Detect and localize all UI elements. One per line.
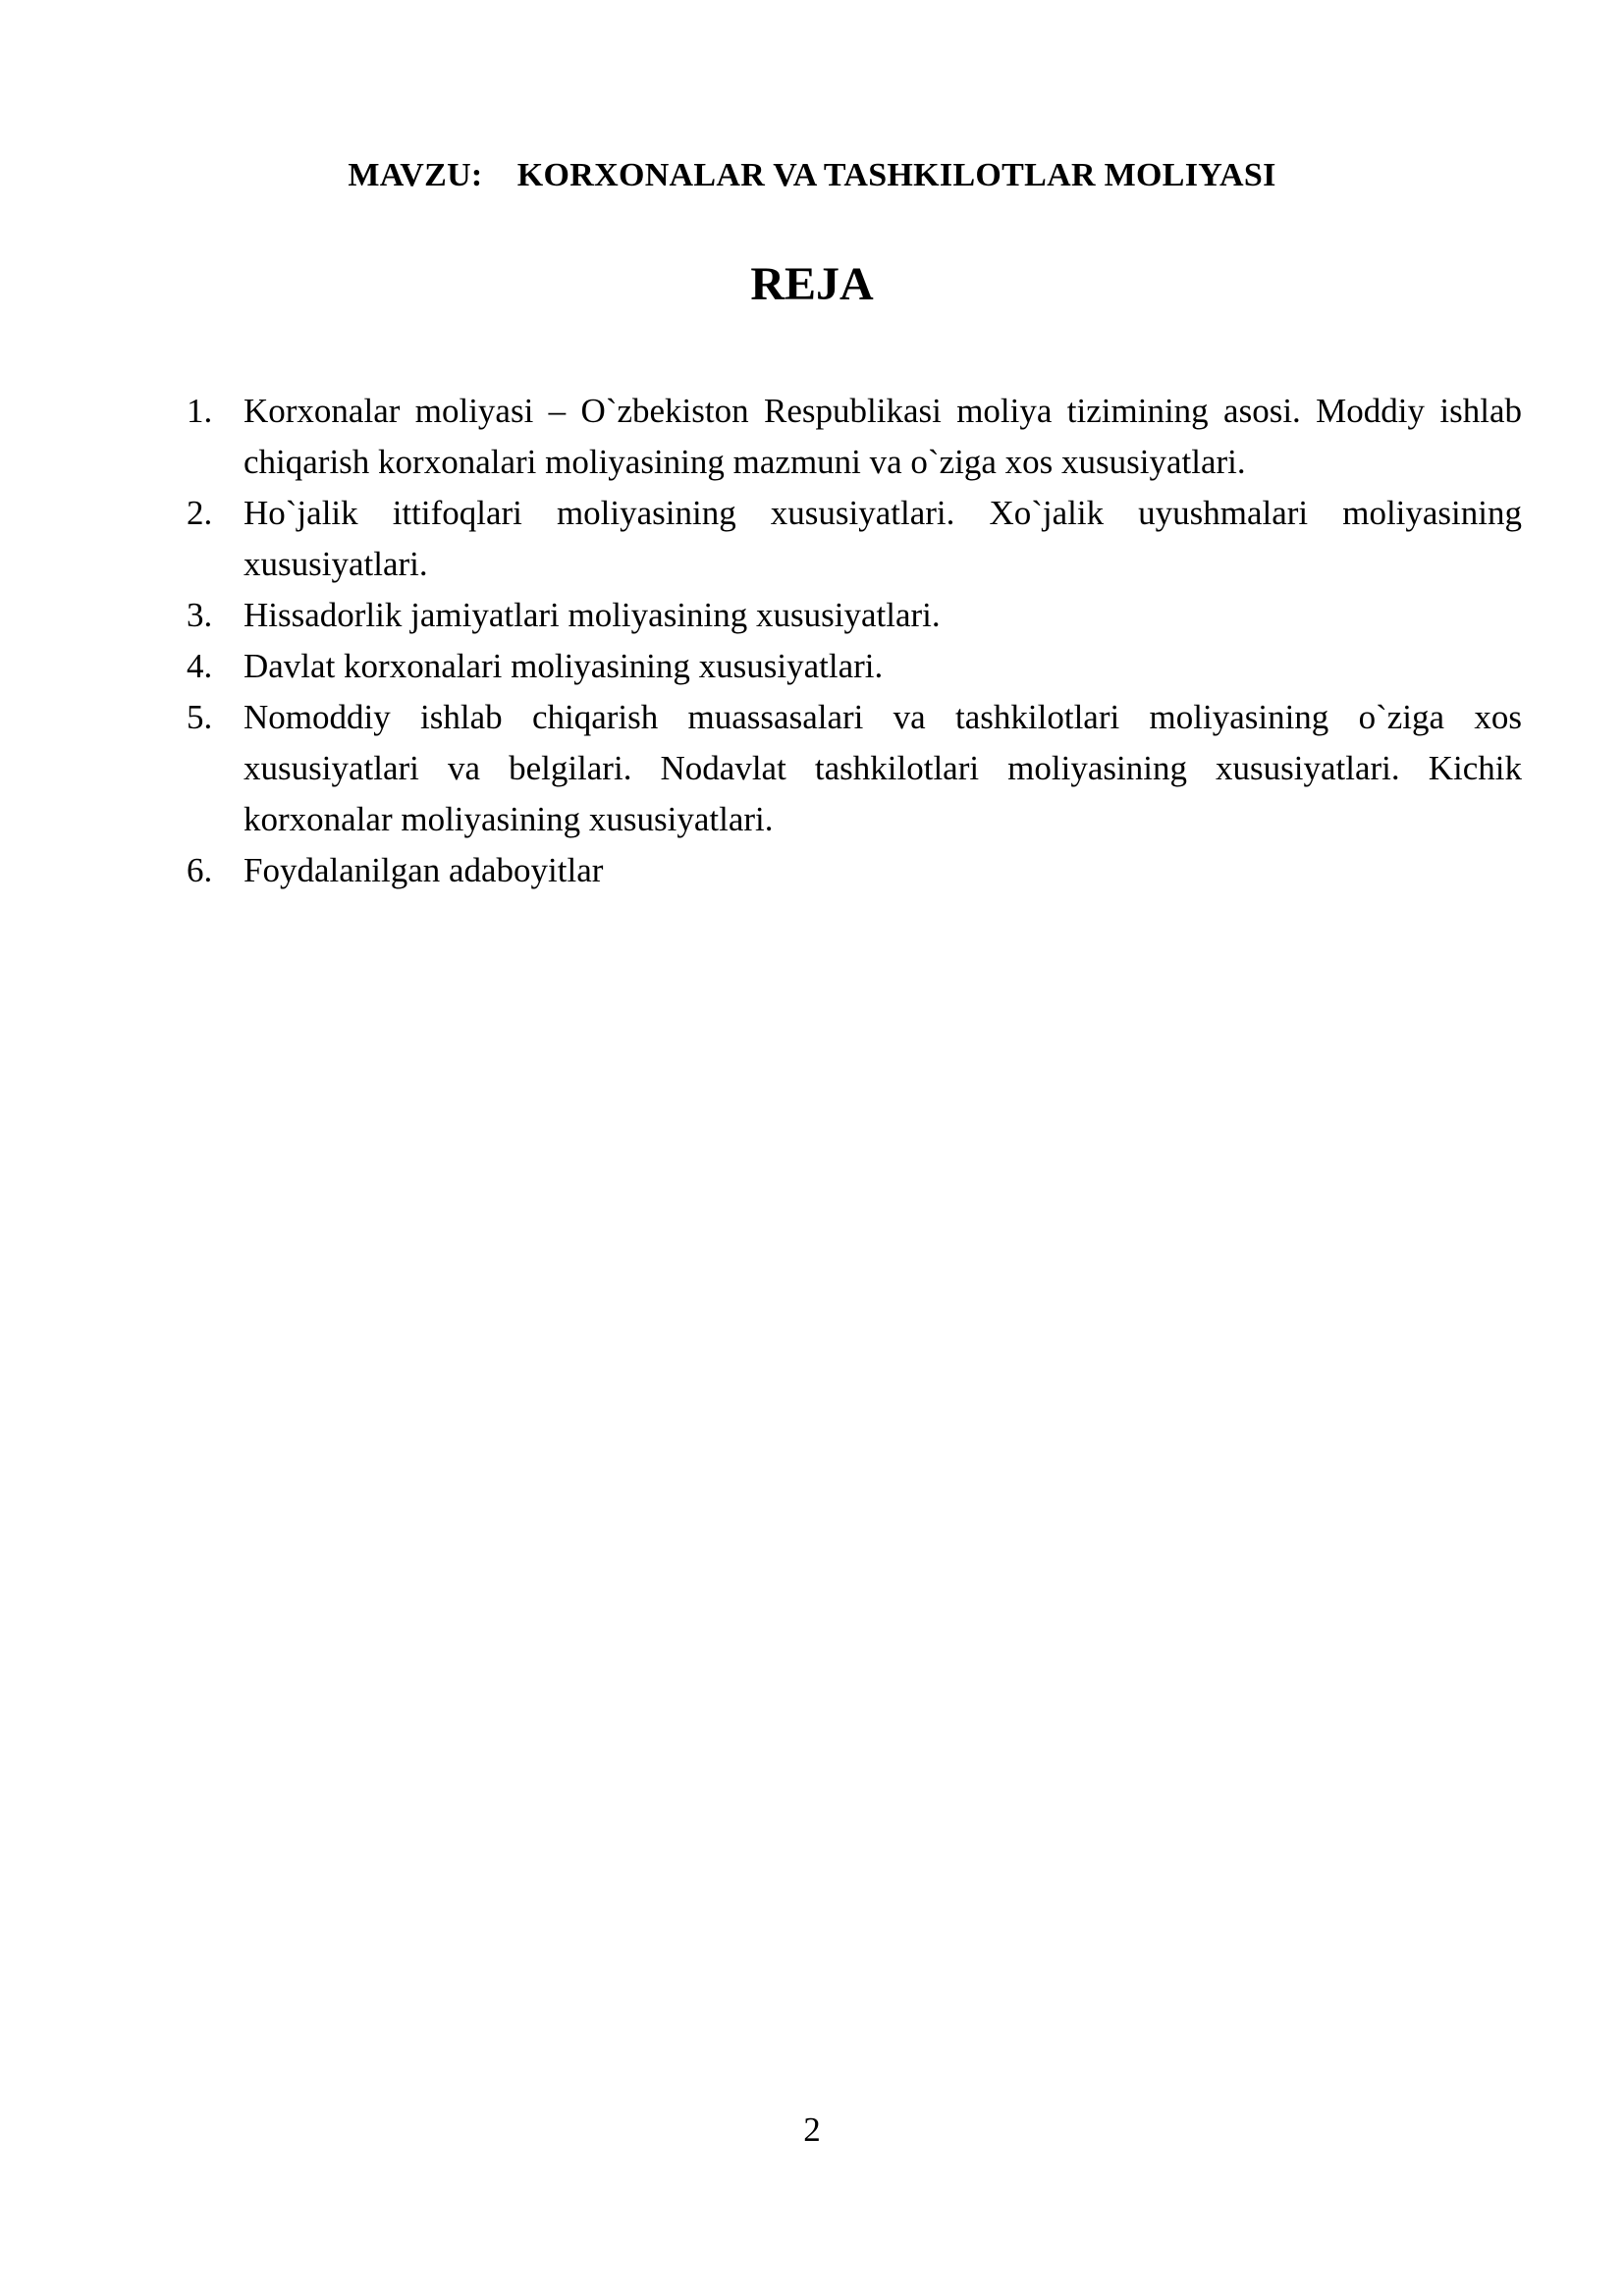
plan-item-number: 5. [187,698,213,736]
plan-title: REJA [750,258,874,310]
plan-item-text: Foydalanilgan adaboyitlar [244,851,604,889]
plan-item-number: 2. [187,494,213,532]
plan-item-3 [187,590,1522,641]
plan-item-6 [187,845,1522,896]
plan-item-4 [187,641,1522,692]
plan-item-number: 4. [187,647,213,685]
plan-item-number: 3. [187,596,213,634]
plan-list [187,386,1522,896]
plan-item-text: Davlat korxonalari moliyasining xususiyatlari. [244,647,884,685]
plan-item-text: Korxonalar moliyasi – O`zbekiston Respublikasi moliya tizimining asosi. Moddiy ishlab chiqarish korxonalari moliyasining mazmuni va o`ziga xos xususiyatlari. [244,392,1522,481]
plan-item-text: Hissadorlik jamiyatlari moliyasining xususiyatlari. [244,596,941,634]
plan-item-2 [187,488,1522,590]
plan-item-text: Nomoddiy ishlab chiqarish muassasalari va tashkilotlari moliyasining o`ziga xos xususiyatlari va belgilari. Nodavlat tashkilotlari moliyasining xususiyatlari. Kichik korxonalar moliyasining xususiyatlari. [244,698,1522,838]
plan-item-number: 6. [187,851,213,889]
plan-item-text: Ho`jalik ittifoqlari moliyasining xususiyatlari. Xo`jalik uyushmalari moliyasining xususiyatlari. [244,494,1522,583]
plan-item-1 [187,386,1522,488]
topic-heading: MAVZU: KORXONALAR VA TASHKILOTLAR MOLIYASI [348,157,1276,193]
plan-item-number: 1. [187,392,213,430]
plan-item-5 [187,692,1522,845]
page-number: 2 [803,2110,821,2149]
